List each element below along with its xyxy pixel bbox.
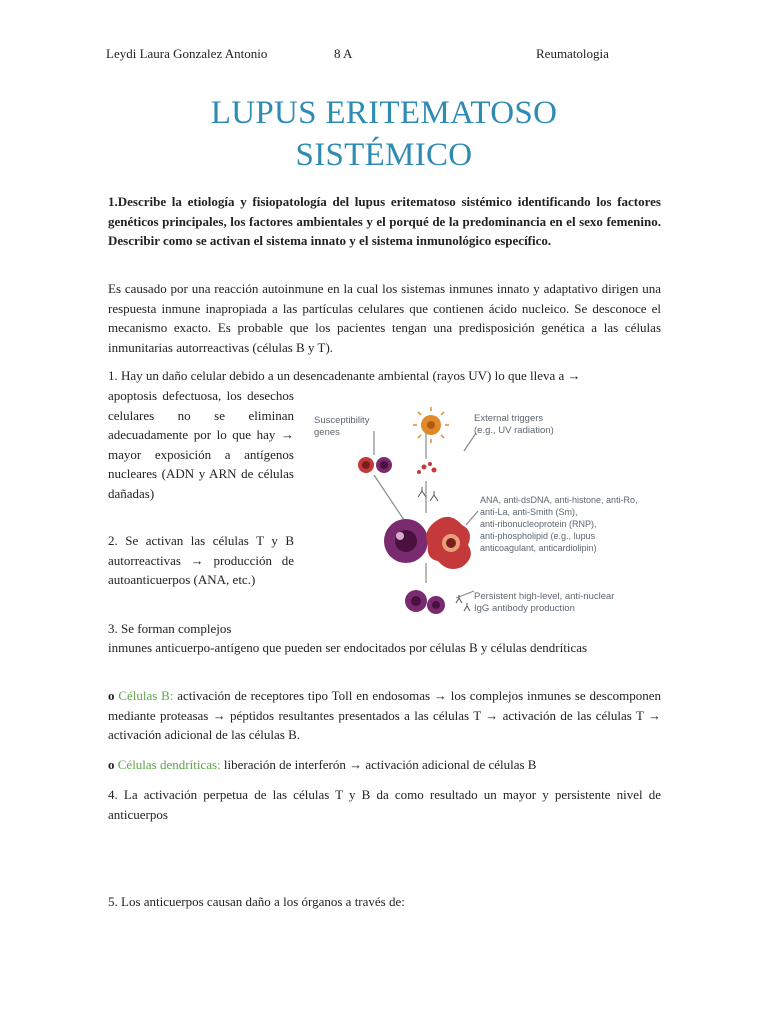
step-3-first-line: 3. Se forman complejos [108,621,232,636]
subject-label: Reumatologia [536,46,609,61]
label-ana-4: anti-phospholipid (e.g., lupus [480,531,596,541]
label-uv-radiation: (e.g., UV radiation) [474,425,554,436]
step-4-text: 4. La activación perpetua de las células T y B da como resultado un mayor y persistente nivel de anticuerpos [108,787,661,822]
page-header [106,46,666,64]
group-label: 8 A [334,46,353,61]
label-genes: genes [314,427,340,438]
label-ana-5: anticoagulant, anticardiolipin) [480,543,597,553]
label-ana-3: anti-ribonucleoprotein (RNP), [480,519,597,529]
step-1-text: apoptosis defectuosa, los desechos celulares no se eliminan adecuadamente por lo que hay → mayor exposición a antígenos nucleares (ADN y ARN de células dañadas) [108,388,294,501]
bullet-marker: o [108,757,115,772]
plasma-cells-icon [405,590,445,614]
label-persistent-2: IgG antibody production [474,603,575,614]
bullet-label-celulas-dendriticas: Células dendríticas: [117,757,221,772]
document-title [0,92,768,176]
title-line-1: LUPUS ERITEMATOSO [210,95,558,131]
label-persistent-1: Persistent high-level, anti-nuclear [474,591,615,602]
diagram-arrows [374,431,478,598]
step-1-first-line: 1. Hay un daño celular debido a un desencadenante ambiental (rayos UV) lo que lleva a → [108,368,581,383]
immune-complex-icon [418,487,438,501]
bullet-label-celulas-b: Células B: [118,688,174,703]
question-text: 1.Describe la etiología y fisiopatología del lupus eritematoso sistémico identificando los factores genéticos principales, los factores ambientales y el porqué de la predominancia en el sexo femenino. Describir como se activan el sistema innato y el sistema inmunológico específico. [108,194,661,248]
label-susceptibility: Susceptibility [314,415,370,426]
step-2-text: 2. Se activan las células T y B autorreactivas → producción de autoanticuerpos (ANA, etc.) [108,533,294,587]
label-ana-2: anti-La, anti-Smith (Sm), [480,507,578,517]
lupus-pathogenesis-figure [306,403,646,625]
title-line-2: SISTÉMICO [295,137,473,173]
author-name: Leydi Laura Gonzalez Antonio [106,46,268,61]
label-ana-1: ANA, anti-dsDNA, anti-histone, anti-Ro, [480,495,638,505]
pathogenesis-diagram [306,403,646,625]
bullet-text-celulas-dendriticas: liberación de interferón → activación adicional de células B [220,757,537,772]
bullet-marker: o [108,688,115,703]
bullet-celulas-b [108,686,661,745]
bullet-text-celulas-b: activación de receptores tipo Toll en endosomas → los complejos inmunes se descomponen mediante proteasas → péptidos resultantes presentados a las células T → activación de las células T → activación adicional de las células B. [108,688,661,742]
nuclear-debris-icon [417,462,437,474]
b-cell-icon [384,519,428,563]
intro-paragraph: Es causado por una reacción autoinmune en la cual los sistemas inmunes innato y adaptativo dirigen una respuesta inmune inapropiada a las partículas celulares que contienen ácido nucleico. Se desconoce el mecanismo exacto. Es probable que los pacientes tengan una predisposición genética a las células inmunitarias autorreactivas (células B y T). [108,281,661,355]
step-3-text: inmunes anticuerpo-antígeno que pueden ser endocitados por células B y células dendríticas [108,640,588,655]
step-5-text: 5. Los anticuerpos causan daño a los órganos a través de: [108,894,405,909]
b-t-cells-icon [358,457,392,473]
dendritic-cell-icon [426,517,471,569]
bullet-celulas-dendriticas [108,755,661,775]
label-external-triggers: External triggers [474,413,544,424]
apoptotic-cell-icon [413,407,449,443]
